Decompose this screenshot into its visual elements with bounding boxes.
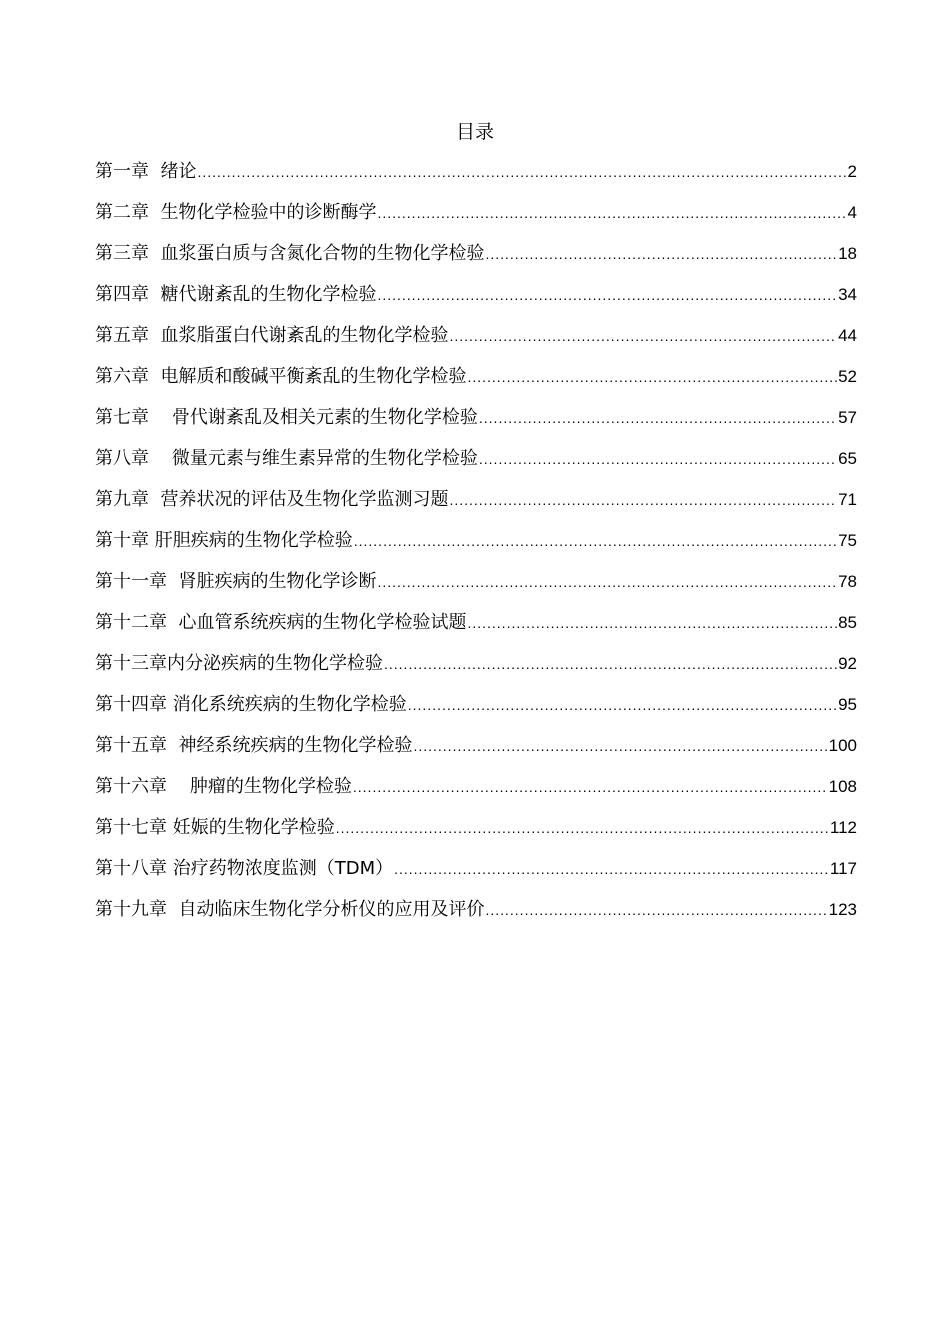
toc-entry-label: 第十三章内分泌疾病的生物化学检验 — [95, 653, 383, 674]
toc-dot-leader — [449, 320, 837, 352]
toc-entry-label: 第六章 电解质和酸碱平衡紊乱的生物化学检验 — [95, 366, 467, 387]
toc-dot-leader — [377, 197, 846, 229]
toc-dot-leader — [413, 730, 827, 762]
toc-dot-leader — [467, 607, 837, 639]
toc-entry[interactable] — [95, 566, 857, 607]
toc-entry[interactable] — [95, 361, 857, 402]
toc-entry-label: 第七章 骨代谢紊乱及相关元素的生物化学检验 — [95, 407, 478, 428]
toc-entry-page: 52 — [838, 367, 857, 386]
toc-entry[interactable] — [95, 402, 857, 443]
toc-entry-label: 第十二章 心血管系统疾病的生物化学检验试题 — [95, 612, 467, 633]
toc-entry[interactable] — [95, 689, 857, 730]
toc-entry-page: 85 — [838, 613, 857, 632]
toc-entry[interactable] — [95, 648, 857, 689]
toc-entry[interactable] — [95, 238, 857, 279]
toc-title: 目录 — [455, 121, 494, 143]
toc-entry-page: 18 — [838, 244, 857, 263]
toc-entry-page: 57 — [838, 408, 857, 427]
toc-entry-label: 第十一章 肾脏疾病的生物化学诊断 — [95, 571, 377, 592]
toc-list — [95, 156, 857, 935]
toc-dot-leader — [353, 771, 828, 803]
toc-entry[interactable] — [95, 812, 857, 853]
toc-dot-leader — [408, 689, 837, 721]
toc-entry-label: 第八章 微量元素与维生素异常的生物化学检验 — [95, 448, 478, 469]
toc-entry-label: 第十章 肝胆疾病的生物化学检验 — [95, 530, 353, 551]
toc-entry[interactable] — [95, 443, 857, 484]
toc-entry-page: 34 — [838, 285, 857, 304]
toc-dot-leader — [377, 566, 837, 598]
toc-entry[interactable] — [95, 484, 857, 525]
toc-entry-label: 第十六章 肿瘤的生物化学检验 — [95, 776, 352, 797]
toc-entry-page: 123 — [828, 900, 857, 919]
toc-entry[interactable] — [95, 730, 857, 771]
toc-entry-label: 第九章 营养状况的评估及生物化学监测习题 — [95, 489, 449, 510]
toc-entry[interactable] — [95, 894, 857, 935]
toc-entry[interactable] — [95, 607, 857, 648]
toc-entry-page: 2 — [847, 162, 857, 181]
toc-dot-leader — [479, 402, 837, 434]
toc-entry-label: 第十八章 治疗药物浓度监测（TDM） — [95, 858, 394, 879]
toc-dot-leader — [377, 279, 837, 311]
toc-entry[interactable] — [95, 771, 857, 812]
toc-dot-leader — [485, 238, 837, 270]
toc-entry-page: 44 — [838, 326, 857, 345]
toc-entry[interactable] — [95, 320, 857, 361]
toc-entry-page: 71 — [838, 490, 857, 509]
toc-dot-leader — [449, 484, 837, 516]
toc-entry-page: 75 — [838, 531, 857, 550]
toc-dot-leader — [197, 156, 846, 188]
toc-entry-label: 第十五章 神经系统疾病的生物化学检验 — [95, 735, 413, 756]
toc-entry-label: 第一章 绪论 — [95, 161, 197, 182]
toc-entry[interactable] — [95, 525, 857, 566]
toc-entry-page: 117 — [829, 859, 857, 878]
toc-entry-page: 95 — [838, 695, 857, 714]
toc-dot-leader — [336, 812, 829, 844]
toc-entry-label: 第十四章 消化系统疾病的生物化学检验 — [95, 694, 407, 715]
toc-entry-page: 65 — [838, 449, 857, 468]
toc-entry-page: 78 — [838, 572, 857, 591]
toc-entry-page: 92 — [838, 654, 857, 673]
toc-dot-leader — [394, 853, 829, 885]
toc-entry-label: 第五章 血浆脂蛋白代谢紊乱的生物化学检验 — [95, 325, 449, 346]
toc-entry-page: 4 — [847, 203, 857, 222]
toc-dot-leader — [467, 361, 837, 393]
toc-dot-leader — [479, 443, 837, 475]
toc-dot-leader — [384, 648, 837, 680]
toc-entry-page: 112 — [829, 818, 857, 837]
toc-entry-page: 108 — [828, 777, 857, 796]
toc-entry-label: 第三章 血浆蛋白质与含氮化合物的生物化学检验 — [95, 243, 485, 264]
toc-entry[interactable] — [95, 279, 857, 320]
toc-dot-leader — [485, 894, 827, 926]
toc-entry-label: 第四章 糖代谢紊乱的生物化学检验 — [95, 284, 377, 305]
toc-entry[interactable] — [95, 156, 857, 197]
toc-entry[interactable] — [95, 853, 857, 894]
toc-entry-label: 第十七章 妊娠的生物化学检验 — [95, 817, 335, 838]
toc-dot-leader — [354, 525, 837, 557]
toc-entry[interactable] — [95, 197, 857, 238]
toc-entry-label: 第十九章 自动临床生物化学分析仪的应用及评价 — [95, 899, 485, 920]
toc-entry-page: 100 — [828, 736, 857, 755]
toc-entry-label: 第二章 生物化学检验中的诊断酶学 — [95, 202, 377, 223]
